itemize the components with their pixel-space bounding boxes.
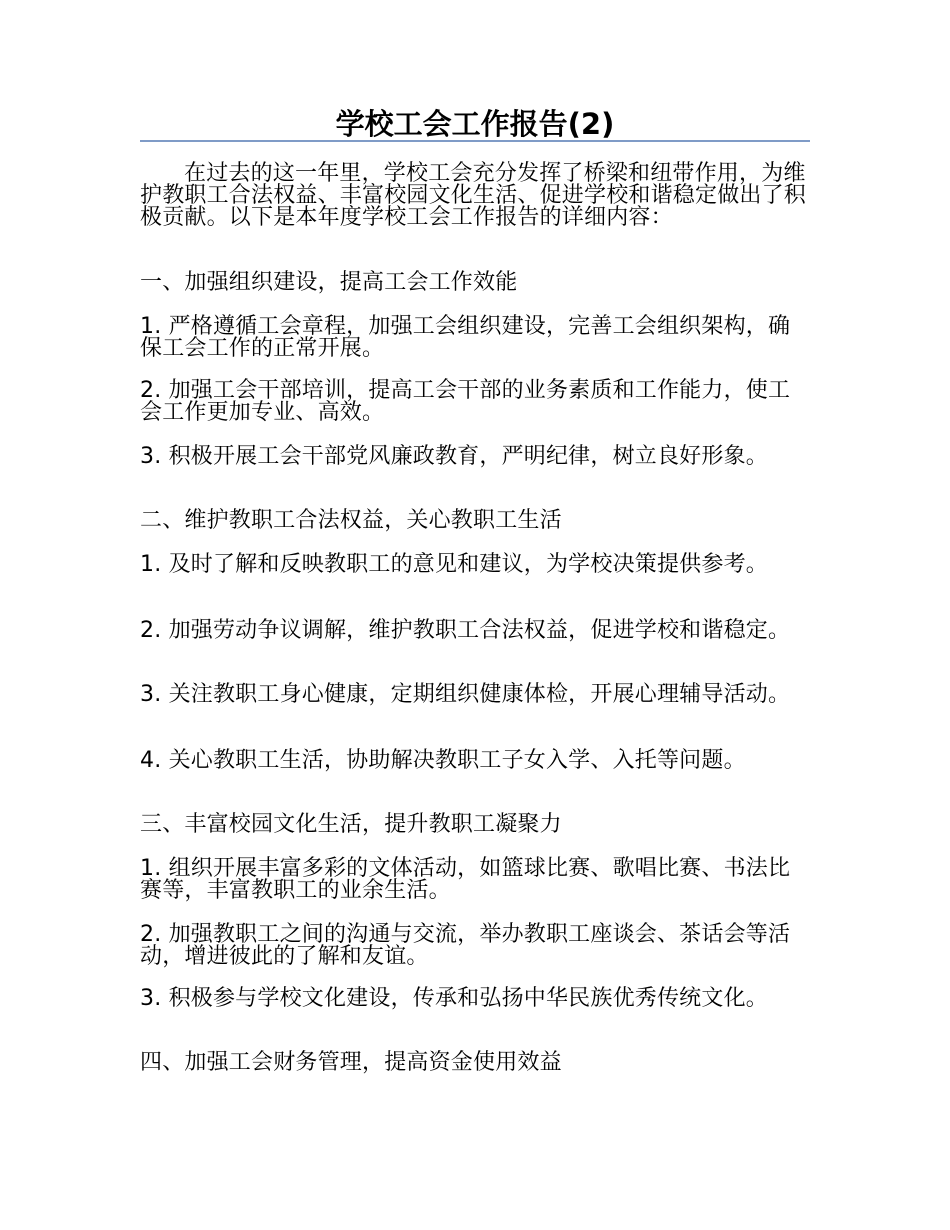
- section-1-item-3: 3. 积极开展工会干部党风廉政教育，严明纪律，树立良好形象。: [140, 444, 768, 469]
- section-4-heading: 四、加强工会财务管理，提高资金使用效益: [140, 1050, 562, 1075]
- section-3-item-1: 1. 组织开展丰富多彩的文体活动，如篮球比赛、歌唱比赛、书法比赛等，丰富教职工的业余生活。: [140, 856, 791, 903]
- section-3-item-3: 3. 积极参与学校文化建设，传承和弘扬中华民族优秀传统文化。: [140, 986, 768, 1011]
- section-1-heading: 一、加强组织建设，提高工会工作效能: [140, 270, 518, 295]
- section-2-item-4: 4. 关心教职工生活，协助解决教职工子女入学、入托等问题。: [140, 748, 746, 773]
- section-2-item-1: 1. 及时了解和反映教职工的意见和建议，为学校决策提供参考。: [140, 552, 768, 577]
- section-3-heading: 三、丰富校园文化生活，提升教职工凝聚力: [140, 812, 562, 837]
- section-2-item-3: 3. 关注教职工身心健康，定期组织健康体检，开展心理辅导活动。: [140, 682, 791, 707]
- section-2-item-2: 2. 加强劳动争议调解，维护教职工合法权益，促进学校和谐稳定。: [140, 618, 791, 643]
- document-title: 学校工会工作报告(2): [335, 107, 615, 141]
- section-3-item-2: 2. 加强教职工之间的沟通与交流，举办教职工座谈会、茶话会等活动，增进彼此的了解和友谊。: [140, 922, 791, 969]
- intro-paragraph: 在过去的这一年里，学校工会充分发挥了桥梁和纽带作用，为维护教职工合法权益、丰富校园文化生活、促进学校和谐稳定做出了积极贡献。以下是本年度学校工会工作报告的详细内容：: [140, 161, 807, 230]
- section-1-item-1: 1. 严格遵循工会章程，加强工会组织建设，完善工会组织架构，确保工会工作的正常开展。: [140, 314, 791, 361]
- section-2-heading: 二、维护教职工合法权益，关心教职工生活: [140, 508, 562, 533]
- section-1-item-2: 2. 加强工会干部培训，提高工会干部的业务素质和工作能力，使工会工作更加专业、高效。: [140, 378, 791, 425]
- title-underline: [140, 140, 810, 142]
